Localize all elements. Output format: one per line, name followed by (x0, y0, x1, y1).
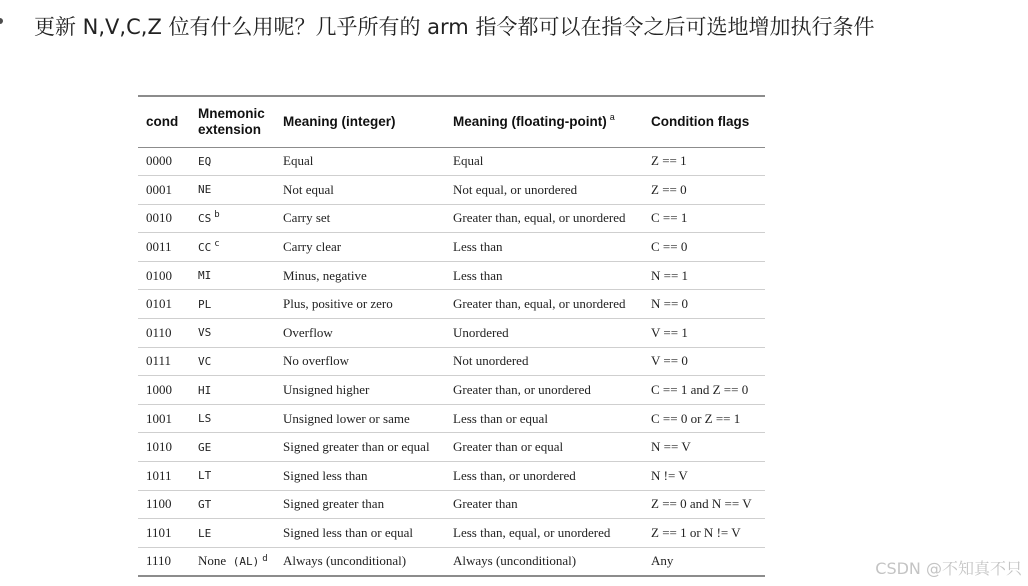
cell-mnemonic (190, 319, 275, 348)
cell-meaning-floating-point: Greater than or equal (453, 439, 564, 455)
cell-meaning-integer: Overflow (283, 324, 333, 340)
mnemonic-code: EQ (198, 154, 212, 168)
mnemonic-prefix: None (198, 553, 227, 569)
mnemonic-code: GT (198, 497, 212, 511)
table-row (138, 347, 765, 376)
cell-meaning-integer: Plus, positive or zero (283, 296, 393, 312)
cell-meaning-integer: Always (unconditional) (283, 553, 407, 569)
mnemonic-code: GE (198, 440, 212, 454)
cell-cond: 1000 (146, 382, 172, 398)
header-cond: cond (146, 113, 179, 129)
cell-meaning-floating-point: Less than (453, 239, 503, 255)
cell-mnemonic (190, 347, 275, 376)
cell-meaning-floating-point: Not equal, or unordered (453, 181, 578, 197)
cell-cond: 0101 (146, 296, 172, 312)
cell-condition-flags: C == 0 or Z == 1 (651, 410, 741, 426)
cell-condition-flags: Z == 0 (651, 181, 687, 197)
table-row (138, 204, 765, 233)
cell-meaning-floating-point: Equal (453, 153, 484, 169)
cell-mnemonic (190, 404, 275, 433)
cell-condition-flags: Z == 1 (651, 153, 687, 169)
cell-condition-flags: C == 1 and Z == 0 (651, 382, 749, 398)
cell-mnemonic (190, 233, 275, 262)
cell-cond: 0100 (146, 267, 172, 283)
cell-meaning-floating-point: Not unordered (453, 353, 529, 369)
footnote-marker: d (262, 553, 268, 564)
cell-condition-flags: C == 0 (651, 239, 688, 255)
cell-cond: 1110 (146, 553, 172, 569)
table-row (138, 547, 765, 576)
intro-paragraph: 更新 N,V,C,Z 位有什么用呢？几乎所有的 arm 指令都可以在指令之后可选地增加执行条件 (34, 15, 875, 39)
header-condition-flags: Condition flags (651, 113, 750, 129)
header-meaning-floating-point (445, 96, 643, 147)
cell-cond: 0001 (146, 181, 172, 197)
cell-cond: 0000 (146, 153, 172, 169)
cell-meaning-integer: Equal (283, 153, 314, 169)
mnemonic-code: HI (198, 383, 212, 397)
mnemonic-code: PL (198, 297, 212, 311)
table-row (138, 147, 765, 176)
cell-meaning-floating-point: Less than, equal, or unordered (453, 525, 611, 541)
table-row (138, 490, 765, 519)
table-row (138, 261, 765, 290)
cell-condition-flags: Z == 1 or N != V (651, 525, 741, 541)
mnemonic-code: NE (198, 183, 212, 197)
cell-meaning-integer: Unsigned higher (283, 382, 370, 398)
cell-condition-flags: Z == 0 and N == V (651, 496, 752, 512)
cell-mnemonic (190, 547, 275, 576)
cell-meaning-floating-point: Unordered (453, 324, 509, 340)
cell-condition-flags: N != V (651, 467, 688, 483)
cell-cond: 1101 (146, 525, 172, 541)
cell-meaning-floating-point: Less than, or unordered (453, 467, 576, 483)
cell-condition-flags: Any (651, 553, 674, 569)
cell-condition-flags: N == V (651, 439, 691, 455)
cell-meaning-integer: Signed less than (283, 467, 368, 483)
cell-meaning-floating-point: Greater than, or unordered (453, 382, 591, 398)
table-row (138, 462, 765, 491)
cell-mnemonic (190, 261, 275, 290)
cell-meaning-integer: Signed less than or equal (283, 525, 413, 541)
table-header-row (138, 96, 765, 147)
footnote-marker: c (214, 238, 220, 249)
table-row (138, 290, 765, 319)
table-row (138, 519, 765, 548)
cell-meaning-integer: Not equal (283, 181, 334, 197)
table-row (138, 404, 765, 433)
cell-cond: 0111 (146, 353, 172, 369)
cell-cond: 1100 (146, 496, 172, 512)
mnemonic-code: CC (198, 240, 212, 254)
mnemonic-code: CS (198, 211, 212, 225)
mnemonic-code: VC (198, 354, 212, 368)
cell-mnemonic (190, 490, 275, 519)
mnemonic-code: LS (198, 412, 212, 426)
table-row (138, 319, 765, 348)
cell-cond: 1010 (146, 439, 172, 455)
mnemonic-code: (AL) (232, 555, 260, 569)
cell-condition-flags: V == 1 (651, 324, 688, 340)
cell-condition-flags: N == 0 (651, 296, 689, 312)
table-row (138, 376, 765, 405)
cell-condition-flags: C == 1 (651, 210, 688, 226)
table-row (138, 176, 765, 205)
cell-cond: 1001 (146, 410, 172, 426)
cell-meaning-integer: Carry clear (283, 239, 342, 255)
cell-mnemonic (190, 147, 275, 176)
cell-meaning-integer: Signed greater than (283, 496, 385, 512)
footnote-marker: a (609, 112, 615, 123)
cell-cond: 0011 (146, 239, 172, 255)
cell-cond: 1011 (146, 467, 172, 483)
header-meaning-integer: Meaning (integer) (283, 113, 396, 129)
cell-meaning-integer: No overflow (283, 353, 350, 369)
cell-condition-flags: N == 1 (651, 267, 689, 283)
mnemonic-code: MI (198, 269, 212, 283)
cell-mnemonic (190, 376, 275, 405)
cell-mnemonic (190, 462, 275, 491)
header-meaning-fp-label: Meaning (floating-point) (453, 113, 607, 129)
cell-meaning-integer: Unsigned lower or same (283, 410, 410, 426)
cell-mnemonic (190, 433, 275, 462)
cell-mnemonic (190, 204, 275, 233)
cell-meaning-floating-point: Greater than (453, 496, 518, 512)
cell-cond: 0110 (146, 324, 172, 340)
mnemonic-code: LE (198, 526, 212, 540)
cell-cond: 0010 (146, 210, 172, 226)
cell-condition-flags: V == 0 (651, 353, 688, 369)
mnemonic-code: LT (198, 469, 212, 483)
footnote-marker: b (214, 210, 220, 221)
cell-meaning-integer: Minus, negative (283, 267, 367, 283)
cell-meaning-floating-point: Less than or equal (453, 410, 548, 426)
cell-meaning-integer: Signed greater than or equal (283, 439, 430, 455)
cell-meaning-integer: Carry set (283, 210, 331, 226)
header-mnemonic: Mnemonic extension (198, 105, 265, 137)
cell-meaning-floating-point: Always (unconditional) (453, 553, 577, 569)
cell-mnemonic (190, 519, 275, 548)
table-row (138, 233, 765, 262)
csdn-watermark: CSDN @不知真不只 (875, 559, 1022, 578)
cell-mnemonic (190, 290, 275, 319)
condition-codes-table (138, 95, 765, 577)
cell-meaning-floating-point: Less than (453, 267, 503, 283)
cell-meaning-floating-point: Greater than, equal, or unordered (453, 210, 626, 226)
cell-mnemonic (190, 176, 275, 205)
mnemonic-code: VS (198, 326, 212, 340)
list-bullet (0, 18, 3, 24)
table-row (138, 433, 765, 462)
cell-meaning-floating-point: Greater than, equal, or unordered (453, 296, 626, 312)
